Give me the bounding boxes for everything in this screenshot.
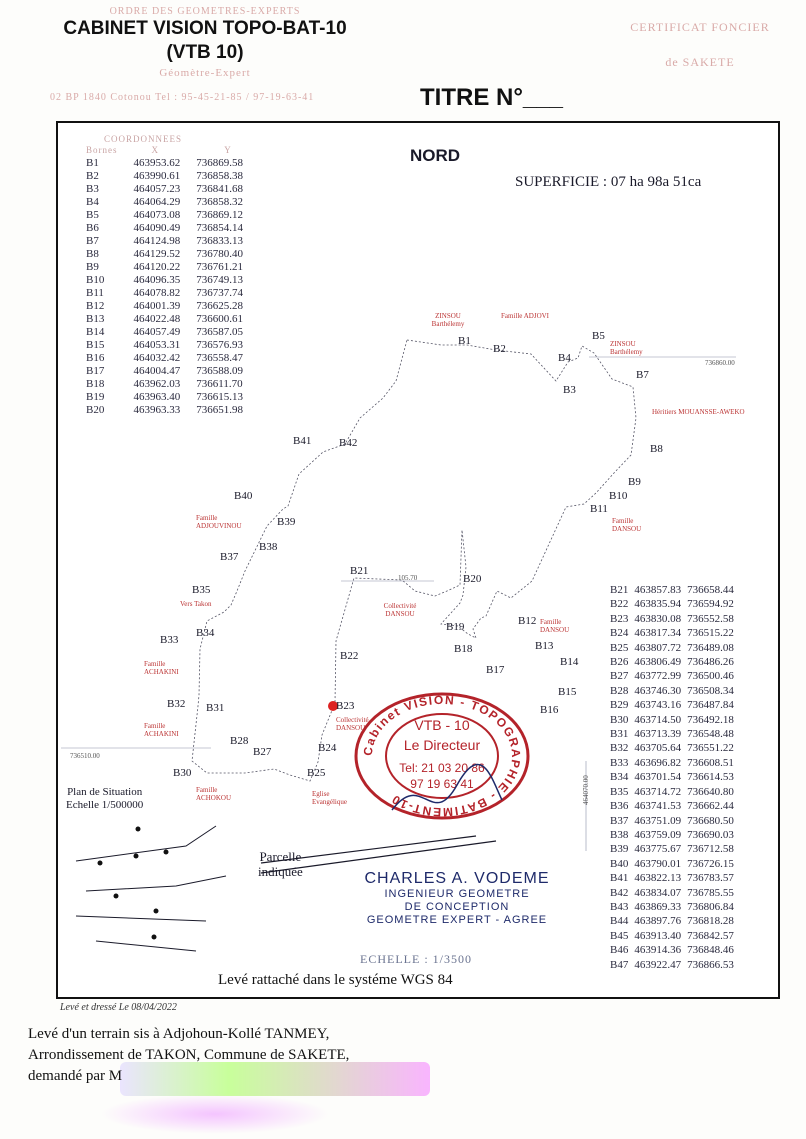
bound-id: B43 — [610, 900, 629, 913]
situation-dot — [136, 827, 141, 832]
bound-id: B17 — [86, 365, 105, 377]
coord-x: 463772.99 — [634, 670, 682, 683]
bound-label-b23: B23 — [336, 700, 355, 712]
neighbor-ville: Vers Takon — [180, 600, 212, 608]
bound-id: B36 — [610, 800, 629, 813]
redaction-smear — [100, 1094, 330, 1134]
north-label: NORD — [410, 146, 461, 165]
coord-x: 463963.33 — [133, 404, 181, 416]
bound-id: B18 — [86, 378, 105, 390]
coord-y: 736500.46 — [687, 670, 734, 683]
bound-id: B8 — [86, 248, 99, 260]
coord-y: 736576.93 — [196, 339, 243, 351]
coord-y: 736486.26 — [687, 656, 734, 669]
coord-y: 736608.51 — [687, 756, 734, 769]
situation-plan-title — [66, 786, 143, 812]
right-header — [600, 20, 800, 70]
bound-label-b2: B2 — [493, 343, 506, 355]
bound-label-b42: B42 — [339, 437, 358, 449]
coord-x: 464073.08 — [133, 209, 181, 221]
coord-y: 736726.15 — [687, 857, 734, 870]
bound-label-b11: B11 — [590, 503, 608, 515]
coord-x: 463869.33 — [634, 900, 682, 913]
coord-y: 736508.34 — [687, 684, 734, 697]
coord-x: 463962.03 — [133, 378, 181, 390]
bound-label-b25: B25 — [307, 767, 326, 779]
coord-x: 464064.29 — [133, 196, 181, 208]
coord-x: 463922.47 — [634, 958, 682, 971]
description-line3: demandé par M — [28, 1068, 123, 1084]
parcel-indicator-label — [258, 849, 303, 879]
parcel-label2: indiquée — [258, 864, 303, 879]
y-right-label — [705, 352, 735, 370]
coord-x: 464124.98 — [133, 235, 181, 247]
company-name: CABINET VISION TOPO-BAT-10 — [63, 18, 347, 39]
coord-y: 736854.14 — [196, 222, 243, 234]
coord-y: 736658.44 — [687, 584, 734, 596]
coord-x: 463701.54 — [634, 771, 682, 784]
plan-scale: ECHELLE : 1/3500 — [360, 952, 472, 966]
coord-x: 463953.62 — [133, 157, 181, 169]
coords-header-cell: Bornes — [86, 145, 118, 155]
coord-x: 463807.72 — [634, 641, 682, 654]
coord-x: 463913.40 — [634, 929, 682, 942]
situation-line — [76, 916, 206, 921]
coord-y: 736712.58 — [687, 843, 734, 856]
coord-x: 463914.36 — [634, 944, 682, 957]
stamp-tel: Tel: 21 03 20 86 — [399, 761, 485, 775]
bound-label-b30: B30 — [173, 767, 192, 779]
bound-label-b14: B14 — [560, 656, 579, 668]
coord-x: 464120.22 — [133, 261, 181, 273]
bound-id: B19 — [86, 391, 105, 403]
bound-id: B11 — [86, 287, 104, 299]
situation-dot — [114, 894, 119, 899]
coord-y: 736848.46 — [687, 944, 734, 957]
coord-y: 736780.40 — [196, 248, 243, 260]
bound-id: B3 — [86, 183, 99, 195]
coord-y: 736594.92 — [687, 598, 734, 611]
neighbor-zinsou: ZINSOU Barthélemy — [431, 312, 465, 328]
coord-y: 736611.70 — [196, 378, 243, 390]
coord-y: 736737.74 — [196, 287, 243, 299]
bound-id: B23 — [610, 612, 629, 625]
neighbor-achakini1: Famille ACHAKINI — [144, 660, 179, 676]
coord-x: 463759.09 — [634, 828, 682, 841]
situation-dot — [98, 861, 103, 866]
neighbor-dans-col: Collectivité DANSOU — [336, 716, 369, 732]
coord-y: 736858.32 — [196, 196, 243, 208]
coord-x: 463817.34 — [634, 627, 682, 640]
coord-y: 736680.50 — [687, 814, 734, 827]
coord-y: 736489.08 — [687, 641, 734, 654]
bound-label-b16: B16 — [540, 704, 559, 716]
bound-id: B22 — [610, 598, 629, 611]
neighbor-achokou: Famille ACHOKOU — [196, 786, 231, 802]
coord-x: 463705.64 — [634, 742, 682, 755]
bound-id: B24 — [610, 627, 629, 640]
situation-dot — [154, 909, 159, 914]
bound-label-b34: B34 — [196, 627, 215, 639]
bound-label-b5: B5 — [592, 330, 605, 342]
bound-id: B47 — [610, 958, 629, 971]
coord-x: 463835.94 — [634, 598, 682, 611]
bound-id: B21 — [610, 584, 629, 596]
bound-label-b22: B22 — [340, 650, 359, 662]
bound-id: B35 — [610, 785, 629, 798]
cert-location: de SAKETE — [665, 55, 735, 69]
coord-y: 736625.28 — [196, 300, 243, 312]
situation-dots — [98, 827, 169, 940]
surveyor-title1: INGENIEUR GEOMETRE — [384, 888, 530, 900]
coord-x: 464032.42 — [133, 352, 181, 364]
coord-x: 464057.49 — [133, 326, 181, 338]
bound-label-b21: B21 — [350, 565, 369, 577]
coord-y: 736785.55 — [687, 886, 734, 899]
company-header — [40, 6, 370, 79]
stamp-code: VTB - 10 — [414, 717, 470, 733]
bound-id: B39 — [610, 843, 629, 856]
coord-x: 464057.23 — [133, 183, 181, 195]
neighbor-zinsou2: ZINSOU Barthélemy — [610, 340, 643, 356]
y-right-value: 736860.00 — [705, 359, 735, 367]
neighbor-dansou1: Famille DANSOU — [612, 517, 642, 533]
bound-label-b13: B13 — [535, 640, 554, 652]
bound-label-b17: B17 — [486, 664, 505, 676]
neighbor-mouansse: Héritiers MOUANSSE-AWEKO — [652, 408, 745, 416]
bound-id: B15 — [86, 339, 105, 351]
coord-x: 463751.09 — [634, 814, 682, 827]
situation-line — [86, 876, 226, 891]
coord-y: 736551.22 — [687, 742, 734, 755]
bound-id: B30 — [610, 713, 629, 726]
neighbor-eglise: Eglise Evangélique — [312, 790, 347, 806]
bound-label-b31: B31 — [206, 702, 225, 714]
bound-label-b37: B37 — [220, 551, 239, 563]
superficie: SUPERFICIE : 07 ha 98a 51ca — [515, 174, 702, 190]
bound-id: B28 — [610, 684, 629, 697]
coord-y: 736548.48 — [687, 728, 734, 741]
survey-description — [28, 1024, 349, 1087]
coord-x: 463897.76 — [634, 915, 682, 928]
surveyor-title3: GEOMETRE EXPERT - AGREE — [366, 914, 548, 926]
situation-title: Plan de Situation — [67, 786, 143, 798]
bound-id: B42 — [610, 886, 629, 899]
coord-y: 736515.22 — [687, 627, 734, 640]
bound-label-b35: B35 — [192, 584, 211, 596]
bound-label-b24: B24 — [318, 742, 337, 754]
titre-number: TITRE N°___ — [420, 84, 563, 111]
coord-x: 463696.82 — [634, 756, 682, 769]
coord-y: 736833.13 — [196, 235, 243, 247]
company-code: (VTB 10) — [166, 42, 244, 63]
bound-id: B34 — [610, 771, 629, 784]
parcel-plan-drawing — [56, 121, 780, 999]
coord-x: 463834.07 — [634, 886, 682, 899]
coords-header-cell: Y — [224, 145, 232, 155]
bound-id: B29 — [610, 699, 629, 712]
bound-label-b9: B9 — [628, 476, 641, 488]
bound-label-b12: B12 — [518, 615, 537, 627]
coord-y: 736842.57 — [687, 929, 734, 942]
bound-id: B16 — [86, 352, 105, 364]
coord-y: 736614.53 — [687, 771, 734, 784]
bound-label-b3: B3 — [563, 384, 576, 396]
coord-y: 736866.53 — [687, 958, 734, 971]
bound-id: B12 — [86, 300, 105, 312]
company-subtitle: Géomètre-Expert — [159, 67, 251, 79]
y-left-value: 736510.00 — [70, 752, 100, 760]
coord-y: 736806.84 — [687, 900, 734, 913]
coord-x: 463790.01 — [634, 857, 682, 870]
coord-y: 736587.05 — [196, 326, 243, 338]
survey-date: Levé et dressé Le 08/04/2022 — [60, 1002, 177, 1013]
bound-label-b33: B33 — [160, 634, 179, 646]
coord-y: 736651.98 — [196, 404, 243, 416]
coord-y: 736841.68 — [196, 183, 243, 195]
cert-foncier: CERTIFICAT FONCIER — [630, 20, 770, 34]
coord-y: 736869.12 — [196, 209, 243, 221]
surveyor-title2: DE CONCEPTION — [404, 901, 510, 913]
bound-id: B33 — [610, 756, 629, 769]
bound-id: B6 — [86, 222, 99, 234]
coord-y: 736858.38 — [196, 170, 243, 182]
coord-y: 736690.03 — [687, 828, 734, 841]
coord-x: 463990.61 — [133, 170, 181, 182]
signature-block — [352, 870, 562, 927]
bound-label-b10: B10 — [609, 490, 628, 502]
situation-dot — [164, 850, 169, 855]
coord-x: 463714.50 — [634, 713, 682, 726]
bound-label-b8: B8 — [650, 443, 663, 455]
edge-label: 105.70 — [398, 574, 418, 582]
coord-x: 463806.49 — [634, 656, 682, 669]
x-bottom-label — [575, 775, 593, 805]
coord-y: 736818.28 — [687, 915, 734, 928]
coord-y: 736640.80 — [687, 785, 734, 798]
coord-y: 736662.44 — [687, 800, 734, 813]
bound-id: B7 — [86, 235, 99, 247]
coord-x: 463830.08 — [634, 612, 682, 625]
neighbor-adjovi: Famille ADJOVI — [500, 312, 550, 320]
bound-label-b15: B15 — [558, 686, 577, 698]
surveyor-name: CHARLES A. VODEME — [364, 870, 550, 887]
situation-line — [96, 941, 196, 951]
bound-label-b18: B18 — [454, 643, 473, 655]
coord-x: 464001.39 — [133, 300, 181, 312]
bound-id: B27 — [610, 670, 629, 683]
neighbor-adjouvi: Famille ADJOUVINOU — [196, 514, 242, 530]
wgs84-note: Levé rattaché dans le systéme WGS 84 — [218, 972, 453, 988]
coord-x: 464078.82 — [133, 287, 181, 299]
coord-x: 464053.31 — [133, 339, 181, 351]
bound-label-b1: B1 — [458, 335, 471, 347]
bound-id: B32 — [610, 742, 629, 755]
bound-label-b27: B27 — [253, 746, 272, 758]
coord-x: 463963.40 — [133, 391, 181, 403]
situation-dot — [134, 854, 139, 859]
bound-id: B46 — [610, 944, 629, 957]
coord-y: 736783.57 — [687, 872, 734, 885]
bound-label-b32: B32 — [167, 698, 186, 710]
coord-x: 463857.83 — [634, 584, 682, 596]
coord-x: 463743.16 — [634, 699, 682, 712]
bound-label-b38: B38 — [259, 541, 278, 553]
bound-id: B9 — [86, 261, 99, 273]
bound-id: B40 — [610, 857, 629, 870]
coord-y: 736600.61 — [196, 313, 243, 325]
coord-x: 463822.13 — [634, 872, 682, 885]
stamp-tel2: 97 19 63 41 — [410, 777, 474, 791]
bound-id: B1 — [86, 157, 99, 169]
bound-label-b41: B41 — [293, 435, 312, 447]
coord-y: 736558.47 — [196, 352, 243, 364]
neighbor-dansou-col: Collectivité DANSOU — [383, 602, 417, 618]
stamp-role: Le Directeur — [403, 737, 481, 753]
coord-x: 463741.53 — [634, 800, 682, 813]
director-stamp — [352, 690, 532, 822]
bound-id: B44 — [610, 915, 629, 928]
bound-label-b7: B7 — [636, 369, 649, 381]
bound-id: B5 — [86, 209, 99, 221]
bound-label-b28: B28 — [230, 735, 249, 747]
y-left-label — [70, 745, 100, 763]
bound-id: B20 — [86, 404, 105, 416]
coord-y: 736552.58 — [687, 612, 734, 625]
bound-label-b19: B19 — [446, 621, 465, 633]
bound-id: B10 — [86, 274, 105, 286]
bound-id: B26 — [610, 656, 629, 669]
bound-id: B41 — [610, 872, 629, 885]
parcel-label: Parcelle — [259, 849, 302, 864]
coords-title: COORDONNEES — [104, 134, 183, 144]
order-text: ORDRE DES GEOMETRES-EXPERTS — [109, 6, 301, 17]
coord-y: 736761.21 — [196, 261, 243, 273]
coord-x: 463775.67 — [634, 843, 682, 856]
coord-y: 736869.58 — [196, 157, 243, 169]
bound-id: B38 — [610, 828, 629, 841]
coord-y: 736615.13 — [196, 391, 243, 403]
situation-line — [76, 826, 216, 861]
coord-y: 736588.09 — [196, 365, 243, 377]
x-bottom-value: 464070.00 — [582, 775, 590, 805]
coord-x: 463713.39 — [634, 728, 682, 741]
coords-header-cell: X — [151, 145, 159, 155]
situation-scale: Echelle 1/500000 — [66, 799, 144, 811]
coord-x: 463714.72 — [634, 785, 682, 798]
coord-y: 736487.84 — [687, 699, 734, 712]
situation-dot — [152, 935, 157, 940]
coord-x: 464090.49 — [133, 222, 181, 234]
coord-y: 736492.18 — [687, 713, 734, 726]
description-line2: Arrondissement de TAKON, Commune de SAKETE, — [28, 1047, 350, 1063]
bound-id: B25 — [610, 641, 629, 654]
bound-label-b40: B40 — [234, 490, 253, 502]
coord-x: 464129.52 — [133, 248, 181, 260]
bound-label-b39: B39 — [277, 516, 296, 528]
neighbor-dansou2: Famille DANSOU — [540, 618, 570, 634]
coord-x: 463746.30 — [634, 684, 682, 697]
coord-x: 464022.48 — [133, 313, 181, 325]
bound-id: B45 — [610, 929, 629, 942]
bound-label-b20: B20 — [463, 573, 482, 585]
bound-id: B4 — [86, 196, 99, 208]
company-contact: 02 BP 1840 Cotonou Tel : 95-45-21-85 / 97-19-63-41 — [50, 92, 315, 103]
bound-id: B37 — [610, 814, 629, 827]
coord-x: 464004.47 — [133, 365, 181, 377]
description-line1: Levé d'un terrain sis à Adjohoun-Kollé TANMEY, — [28, 1026, 330, 1042]
bound-id: B31 — [610, 728, 629, 741]
bound-id: B2 — [86, 170, 99, 182]
coord-y: 736749.13 — [196, 274, 243, 286]
bound-label-b4: B4 — [558, 352, 571, 364]
neighbor-achakini2: Famille ACHAKINI — [144, 722, 179, 738]
bound-id: B14 — [86, 326, 105, 338]
stamp-ring-text: Cabinet VISION - TOPOGRAPHIE - BATIMENT-10 — [360, 692, 524, 820]
coord-x: 464096.35 — [133, 274, 181, 286]
bound-id: B13 — [86, 313, 105, 325]
